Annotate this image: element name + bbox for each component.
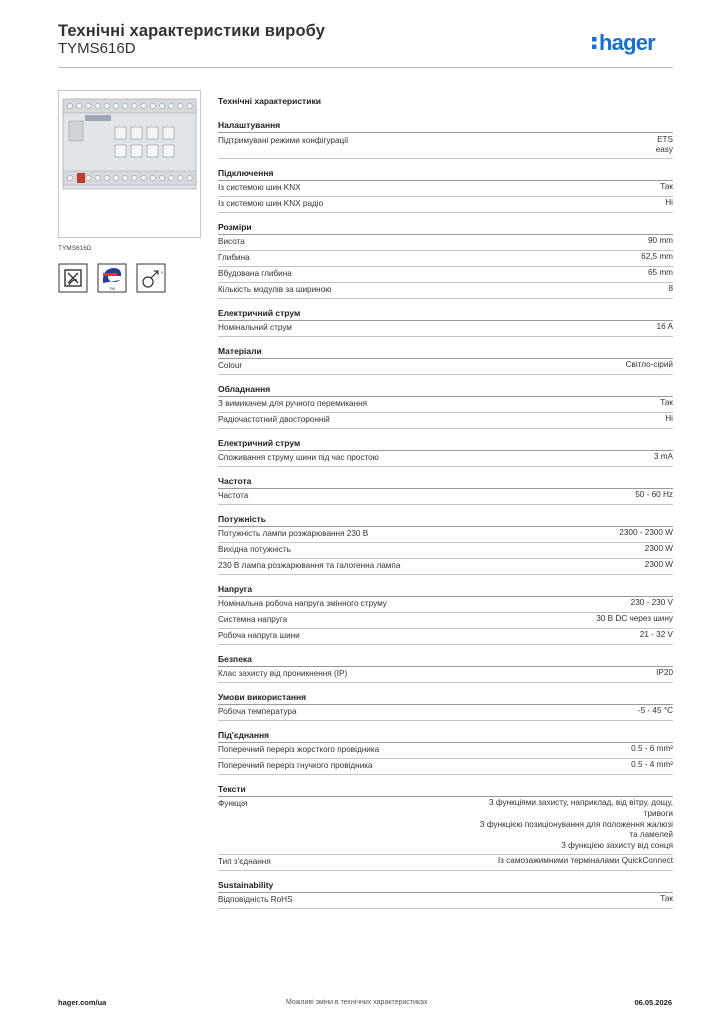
- section-title: Умови використання: [218, 692, 673, 705]
- spec-row: [218, 893, 673, 909]
- spec-row: [218, 527, 673, 543]
- section-title: Розміри: [218, 222, 673, 235]
- spec-value-line: Так: [660, 894, 673, 904]
- specifications-table: [218, 96, 673, 918]
- section-title: Безпека: [218, 654, 673, 667]
- spec-label: Висота: [218, 237, 245, 247]
- spec-value-line: Ні: [665, 198, 673, 208]
- spec-value-line: 50 - 60 Hz: [635, 490, 673, 500]
- spec-value: [648, 236, 673, 247]
- footer-disclaimer: Можливі зміни в технічних характеристиках: [286, 999, 428, 1006]
- section-title: Підключення: [218, 168, 673, 181]
- spec-value: [656, 135, 673, 157]
- spec-section: [218, 692, 673, 721]
- spec-value: [498, 856, 673, 867]
- hager-logo: [590, 28, 676, 58]
- spec-row: [218, 321, 673, 337]
- spec-section: [218, 880, 673, 909]
- spec-label: Частота: [218, 491, 249, 501]
- spec-row: [218, 359, 673, 375]
- spec-value-line: 0.5 - 6 mm²: [631, 744, 673, 754]
- spec-value: [660, 894, 673, 905]
- svg-text:ТМ: ТМ: [109, 286, 115, 291]
- spec-label: Споживання струму шини під час простою: [218, 453, 379, 463]
- spec-row: [218, 489, 673, 505]
- spec-label: Радіочастотний двосторонній: [218, 415, 330, 425]
- terminal-screw: [104, 103, 109, 108]
- spec-section: [218, 784, 673, 871]
- manual-switch-button: [115, 127, 126, 139]
- spec-value-line: тривоги: [643, 808, 673, 818]
- spec-value-line: Так: [660, 182, 673, 192]
- terminal-screw: [150, 175, 155, 180]
- spec-value-line: 62,5 mm: [641, 252, 673, 262]
- certification-e-icon: [97, 263, 127, 293]
- detached-plug-icon: [136, 263, 166, 293]
- spec-value-line: 3 mA: [653, 452, 673, 462]
- spec-label: Кількість модулів за шириною: [218, 285, 332, 295]
- spec-value: [626, 360, 673, 371]
- spec-label: Вбудована глибина: [218, 269, 292, 279]
- section-title: Матеріали: [218, 346, 673, 359]
- spec-value-line: 8: [668, 284, 673, 294]
- section-title: Частота: [218, 476, 673, 489]
- spec-value-line: 30 В DC через шину: [596, 614, 673, 624]
- spec-value: [645, 544, 673, 555]
- spec-label: Підтримувані режими конфігурації: [218, 135, 349, 145]
- spec-value: [657, 322, 673, 333]
- spec-value: [645, 560, 673, 571]
- spec-section: [218, 584, 673, 645]
- section-title: Електричний струм: [218, 308, 673, 321]
- spec-value-line: 90 mm: [647, 236, 673, 246]
- spec-value-line: З функцією захисту від сонця: [560, 841, 673, 851]
- spec-label: Colour: [218, 361, 243, 371]
- hand-cross-icon: [58, 263, 88, 293]
- terminal-screw: [169, 103, 174, 108]
- svg-text:↗: ↗: [160, 270, 164, 275]
- spec-label: З вимикачем для ручного перемикання: [218, 399, 368, 409]
- terminal-screw: [67, 175, 72, 180]
- spec-section: [218, 654, 673, 683]
- manual-switch-button: [163, 145, 174, 157]
- spec-section: [218, 384, 673, 429]
- spec-value-line: 21 - 32 V: [639, 630, 673, 640]
- spec-value: [656, 668, 673, 679]
- spec-row: [218, 759, 673, 775]
- manual-switch-button: [131, 145, 142, 157]
- spec-value-line: та ламелей: [629, 830, 673, 840]
- terminal-screw: [77, 103, 82, 108]
- manual-switch-button: [163, 127, 174, 139]
- spec-section: [218, 120, 673, 159]
- spec-label: Із системою шин KNX радіо: [218, 199, 324, 209]
- spec-row: [218, 251, 673, 267]
- spec-value-line: -5 - 45 °C: [637, 706, 673, 716]
- spec-label: Поперечний переріз гнучкого провідника: [218, 761, 373, 771]
- spec-value-line: 2300 W: [644, 560, 673, 570]
- spec-value-line: Ні: [665, 414, 673, 424]
- terminal-screw: [123, 103, 128, 108]
- section-title: Sustainability: [218, 880, 673, 893]
- spec-label: Глибина: [218, 253, 250, 263]
- terminal-screw: [178, 103, 183, 108]
- spec-row: [218, 797, 673, 855]
- spec-label: Робоча температура: [218, 707, 297, 717]
- knx-actuator-image: [59, 91, 200, 237]
- spec-label: Вихідна потужність: [218, 545, 291, 555]
- terminal-screw: [95, 175, 100, 180]
- spec-section: [218, 222, 673, 299]
- spec-label: Тип з'єднання: [218, 857, 271, 867]
- spec-row: [218, 743, 673, 759]
- spec-row: [218, 197, 673, 213]
- spec-value-line: Так: [660, 398, 673, 408]
- doc-subtitle: TYMS616D: [58, 40, 136, 57]
- certification-icons: [58, 263, 166, 293]
- terminal-screw: [67, 103, 72, 108]
- spec-section: [218, 168, 673, 213]
- spec-label: Функція: [218, 799, 248, 809]
- spec-value-line: 0.5 - 4 mm²: [631, 760, 673, 770]
- terminal-screw: [132, 175, 137, 180]
- doc-title: Технічні характеристики виробу: [58, 22, 325, 40]
- terminal-screw: [141, 175, 146, 180]
- section-title: Напруга: [218, 584, 673, 597]
- terminal-screw: [141, 103, 146, 108]
- terminal-screw: [169, 175, 174, 180]
- spec-value: [631, 598, 673, 609]
- spec-value-line: 2300 W: [644, 544, 673, 554]
- section-title: Електричний струм: [218, 438, 673, 451]
- header-divider: [58, 67, 673, 68]
- spec-row: [218, 267, 673, 283]
- manual-switch-button: [147, 145, 158, 157]
- spec-label: Потужність лампи розжарювання 230 В: [218, 529, 369, 539]
- spec-label: 230 В лампа розжарювання та галогенна лампа: [218, 561, 401, 571]
- terminal-screw: [104, 175, 109, 180]
- spec-label: Робоча напруга шини: [218, 631, 300, 641]
- spec-row: [218, 597, 673, 613]
- spec-value: [596, 614, 673, 625]
- spec-value-line: Із самозажимними терміналами QuickConnect: [497, 856, 673, 866]
- logo-text: hager: [599, 30, 655, 55]
- spec-section: [218, 730, 673, 775]
- terminal-screw: [159, 175, 164, 180]
- spec-value-line: 16 A: [656, 322, 673, 332]
- spec-value: [631, 744, 673, 755]
- section-title: Тексти: [218, 784, 673, 797]
- spec-sections: [218, 120, 673, 909]
- spec-value: [654, 452, 673, 463]
- product-image: [58, 90, 201, 238]
- terminal-screw: [86, 175, 91, 180]
- spec-value: [480, 798, 673, 852]
- spec-value-line: IP20: [656, 668, 673, 678]
- spec-row: [218, 613, 673, 629]
- spec-row: [218, 543, 673, 559]
- spec-row: [218, 629, 673, 645]
- spec-value: [665, 198, 673, 209]
- spec-row: [218, 181, 673, 197]
- manual-switch-button: [115, 145, 126, 157]
- footer-website-link[interactable]: hager.com/ua: [58, 998, 107, 1007]
- spec-value: [668, 284, 673, 295]
- product-caption: TYMS616D: [58, 245, 92, 252]
- spec-value: [638, 706, 673, 717]
- spec-value-line: easy: [655, 145, 673, 155]
- spec-label: Із системою шин KNX: [218, 183, 301, 193]
- terminal-screw: [113, 103, 118, 108]
- spec-row: [218, 705, 673, 721]
- specs-heading: Технічні характеристики: [218, 96, 321, 106]
- spec-row: [218, 133, 673, 159]
- spec-label: Клас захисту від проникнення (IP): [218, 669, 348, 679]
- manual-switch-button: [147, 127, 158, 139]
- spec-value: [640, 630, 673, 641]
- terminal-screw: [150, 103, 155, 108]
- spec-row: [218, 413, 673, 429]
- spec-value-line: З функціями захисту, наприклад, від вітру, дощу,: [488, 798, 673, 808]
- spec-value-line: Світло-сірий: [625, 360, 673, 370]
- spec-value: [631, 760, 673, 771]
- section-title: Потужність: [218, 514, 673, 527]
- terminal-screw: [132, 103, 137, 108]
- spec-section: [218, 308, 673, 337]
- spec-row: [218, 235, 673, 251]
- spec-row: [218, 397, 673, 413]
- spec-section: [218, 346, 673, 375]
- spec-value: [641, 252, 673, 263]
- spec-value: [660, 182, 673, 193]
- spec-label: Номінальна робоча напруга змінного струму: [218, 599, 387, 609]
- spec-value-line: З функцією позиціонування для положення жалюзі: [479, 819, 673, 829]
- spec-value-line: 2300 - 2300 W: [619, 528, 673, 538]
- spec-value: [635, 490, 673, 501]
- section-title: Налаштування: [218, 120, 673, 133]
- terminal-screw: [178, 175, 183, 180]
- spec-row: [218, 667, 673, 683]
- spec-value: [665, 414, 673, 425]
- spec-value-line: ETS: [657, 134, 673, 144]
- section-title: Обладнання: [218, 384, 673, 397]
- section-title: Під'єднання: [218, 730, 673, 743]
- spec-value: [648, 268, 673, 279]
- spec-section: [218, 514, 673, 575]
- spec-label: Поперечний переріз жорсткого провідника: [218, 745, 380, 755]
- terminal-screw: [113, 175, 118, 180]
- spec-row: [218, 283, 673, 299]
- spec-row: [218, 559, 673, 575]
- spec-label: Відповідність RoHS: [218, 895, 293, 905]
- spec-row: [218, 855, 673, 871]
- spec-label: Номінальний струм: [218, 323, 292, 333]
- spec-value-line: 65 mm: [647, 268, 673, 278]
- spec-value: [619, 528, 673, 539]
- spec-row: [218, 451, 673, 467]
- spec-section: [218, 476, 673, 505]
- terminal-screw: [159, 103, 164, 108]
- spec-value: [660, 398, 673, 409]
- terminal-screw: [187, 175, 192, 180]
- spec-label: Системна напруга: [218, 615, 288, 625]
- terminal-screw: [187, 103, 192, 108]
- terminal-screw: [86, 103, 91, 108]
- terminal-screw: [123, 175, 128, 180]
- spec-value-line: 230 - 230 V: [630, 598, 673, 608]
- footer-date: 06.05.2026: [634, 998, 672, 1007]
- terminal-screw: [95, 103, 100, 108]
- spec-section: [218, 438, 673, 467]
- manual-switch-button: [131, 127, 142, 139]
